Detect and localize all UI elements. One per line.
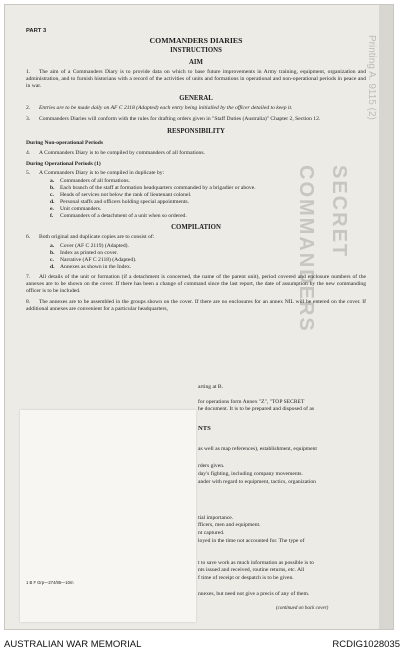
archive-name: AUSTRALIAN WAR MEMORIAL — [4, 639, 142, 650]
document-body — [26, 26, 366, 317]
compilation-heading: COMPILATION — [171, 224, 221, 232]
text-fragment: f time of receipt or despatch is to be given. — [198, 575, 294, 581]
general-heading: GENERAL — [179, 95, 213, 103]
text-fragment: t to save work as much information as possible is to — [198, 560, 314, 566]
paragraph-4: 4. A Commanders Diary is to be compiled by commanders of all formations. — [26, 149, 205, 156]
non-operational-subheading: During Non-operational Periods — [26, 140, 104, 147]
paragraph-2: 2. Entries are to be made daily on AF C 2118 (Adapted) each entry being initialled by the officer detailed to keep it. — [26, 105, 293, 112]
paragraph-5: 5. A Commanders Diary is to be compiled in duplicate by: — [26, 169, 165, 176]
document-subtitle: INSTRUCTIONS — [170, 47, 222, 54]
list-item: d. Annexes as shown in the Index. — [50, 263, 132, 270]
bleed-through-secret: SECRET — [328, 165, 350, 259]
bleed-through-ref: Printing A. 9115 (2) — [366, 35, 377, 120]
list-item: d. Personal staffs and officers holding special appointments. — [50, 199, 189, 206]
list-item: c. Heads of services not below the rank of lieutenant colonel. — [50, 192, 192, 199]
paragraph-3: 3. Commanders Diaries will conform with the rules for drafting orders given in "Staff Duties (Australia)" Chapter 2, Section 12. — [26, 116, 321, 123]
text-fragment: fficers, men and equipment. — [198, 522, 261, 528]
list-item: e. Unit commanders. — [50, 206, 102, 213]
text-fragment: nts issued and received, routine returns, etc. All — [198, 567, 305, 573]
paragraph-1: 1. The aim of a Commanders Diary is to provide data on which to base future improvements in Army training, equipment, organization and administration, and to furnish historians with a record of the activities of units and formations in operational and non-operational periods in peace and in war. — [26, 69, 366, 90]
text-fragment: for operations form Annex "Z", "TOP SECRET — [198, 399, 305, 405]
text-fragment: nt captured. — [198, 530, 225, 536]
bleed-through-text: COMMANDERS — [295, 165, 317, 333]
text-fragment: tial importance. — [198, 515, 234, 521]
text-fragment: nnexes, but need not give a precis of any of them. — [198, 591, 310, 597]
continued-note: (continued on back cover) — [276, 606, 329, 611]
list-item: b. Index as printed on cover. — [50, 249, 118, 256]
text-fragment: as well as map references), establishment, equipment — [198, 446, 317, 452]
text-fragment: day's fighting, including company movements. — [198, 471, 303, 477]
operational-subheading: During Operational Periods (1) — [26, 160, 101, 167]
text-fragment: ander with regard to equipment, tactics, organization — [198, 479, 316, 485]
text-fragment: NTS — [198, 425, 211, 432]
paragraph-7: 7. All details of the unit or formation (if a detachment is concerned, the name of the parent unit), period covered and enclosure numbers of the annexes are to be shown on the cover. If there has been a change of command since the last report, the date of assumption by the new commanding officer is to be included. — [26, 273, 366, 295]
text-fragment: he document. It is to be prepared and disposed of as — [198, 406, 315, 412]
list-item: c. Narrative (AF C 2118) (Adapted). — [50, 256, 137, 263]
text-fragment: arting at B. — [198, 384, 224, 390]
print-reference: 1 B F Grp—274/85—10m — [26, 580, 74, 585]
list-item: a. Cover (AF C 2119) (Adapted). — [50, 242, 129, 249]
responsibility-heading: RESPONSIBILITY — [167, 128, 225, 136]
paragraph-6: 6. Both original and duplicate copies are to consist of: — [26, 234, 155, 241]
archive-footer — [0, 636, 404, 654]
text-fragment: rders given. — [198, 463, 225, 469]
pasted-paper-slip — [20, 410, 196, 622]
aim-heading: AIM — [189, 59, 203, 66]
text-fragment: loyed in the time not accounted for. The type of — [198, 538, 305, 544]
archive-id: RCDIG1028035 — [332, 639, 400, 650]
paragraph-8: 8. The annexes are to be assembled in the groups shown on the cover. If there are no enclosures for an annex NIL will be entered on the cover. If additional annexes are convenient for a particular headquarters, — [26, 299, 366, 313]
list-item: b. Each branch of the staff at formation headquarters commanded by a brigadier or above. — [50, 184, 256, 191]
list-item: f. Commanders of a detachment of a unit when so ordered. — [50, 213, 187, 220]
part-label: PART 3 — [26, 28, 47, 34]
list-item: a. Commanders of all formations. — [50, 177, 130, 184]
paper-edge-strip — [379, 5, 393, 630]
document-title: COMMANDERS DIARIES — [149, 36, 243, 45]
